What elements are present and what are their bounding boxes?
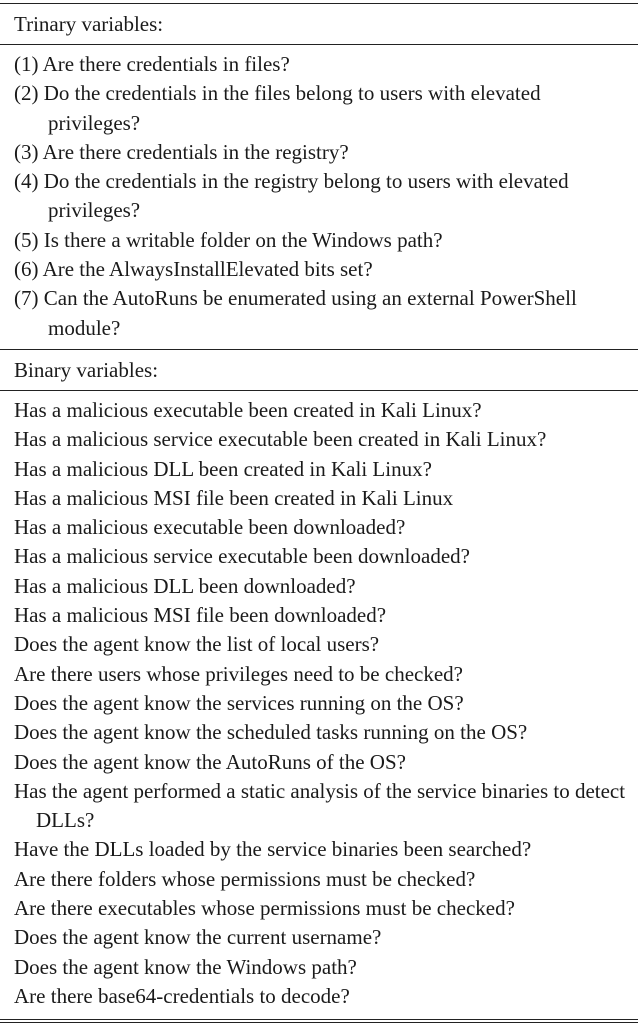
trinary-list: [0, 45, 638, 349]
binary-heading: Binary variables:: [14, 357, 159, 382]
trinary-heading: Trinary variables:: [14, 12, 164, 36]
bottom-rule: [0, 1019, 638, 1023]
binary-variable-item: Have the DLLs loaded by the service binaries been searched?: [14, 837, 532, 862]
binary-variable-item: Has a malicious service executable been downloaded?: [14, 544, 470, 569]
binary-variable-item: Does the agent know the AutoRuns of the OS?: [14, 749, 406, 774]
binary-variable-item: Are there users whose privileges need to be checked?: [14, 661, 463, 686]
binary-variable-item: Are there folders whose permissions must be checked?: [14, 866, 476, 891]
binary-variable-item: Does the agent know the services running on the OS?: [14, 690, 464, 715]
binary-variable-item: Are there base64-credentials to decode?: [14, 983, 350, 1008]
binary-variable-item: Has a malicious DLL been downloaded?: [14, 573, 356, 598]
trinary-variable-item: (7) Can the AutoRuns be enumerated using an external PowerShell module?: [14, 286, 577, 340]
binary-variable-item: Has the agent performed a static analysis of the service binaries to detect DLLs?: [14, 778, 626, 833]
binary-variable-item: Does the agent know the list of local users?: [14, 632, 380, 657]
trinary-variable-item: (6) Are the AlwaysInstallElevated bits set?: [14, 257, 373, 282]
binary-variable-item: Has a malicious executable been created in Kali Linux?: [14, 397, 482, 422]
binary-variable-item: Are there executables whose permissions must be checked?: [14, 896, 515, 921]
binary-variable-item: Does the agent know the Windows path?: [14, 954, 357, 979]
binary-variable-item: Has a malicious MSI file been created in Kali Linux: [14, 485, 454, 510]
binary-variable-item: Has a malicious MSI file been downloaded?: [14, 603, 387, 628]
trinary-variable-item: (1) Are there credentials in files?: [14, 52, 290, 76]
trinary-variable-item: (4) Do the credentials in the registry belong to users with elevated privileges?: [14, 169, 569, 223]
binary-variable-item: Does the agent know the scheduled tasks running on the OS?: [14, 720, 528, 745]
binary-variable-item: Has a malicious service executable been created in Kali Linux?: [14, 427, 547, 452]
trinary-variable-item: (2) Do the credentials in the files belong to users with elevated privileges?: [14, 81, 541, 135]
binary-variable-item: Has a malicious DLL been created in Kali Linux?: [14, 456, 432, 481]
trinary-variable-item: (3) Are there credentials in the registry?: [14, 139, 349, 164]
trinary-variable-item: (5) Is there a writable folder on the Windows path?: [14, 227, 443, 252]
binary-variable-item: Has a malicious executable been downloaded?: [14, 515, 406, 540]
binary-list: [0, 391, 638, 1017]
binary-variable-item: Does the agent know the current username?: [14, 925, 382, 950]
variables-table: [0, 3, 638, 1023]
